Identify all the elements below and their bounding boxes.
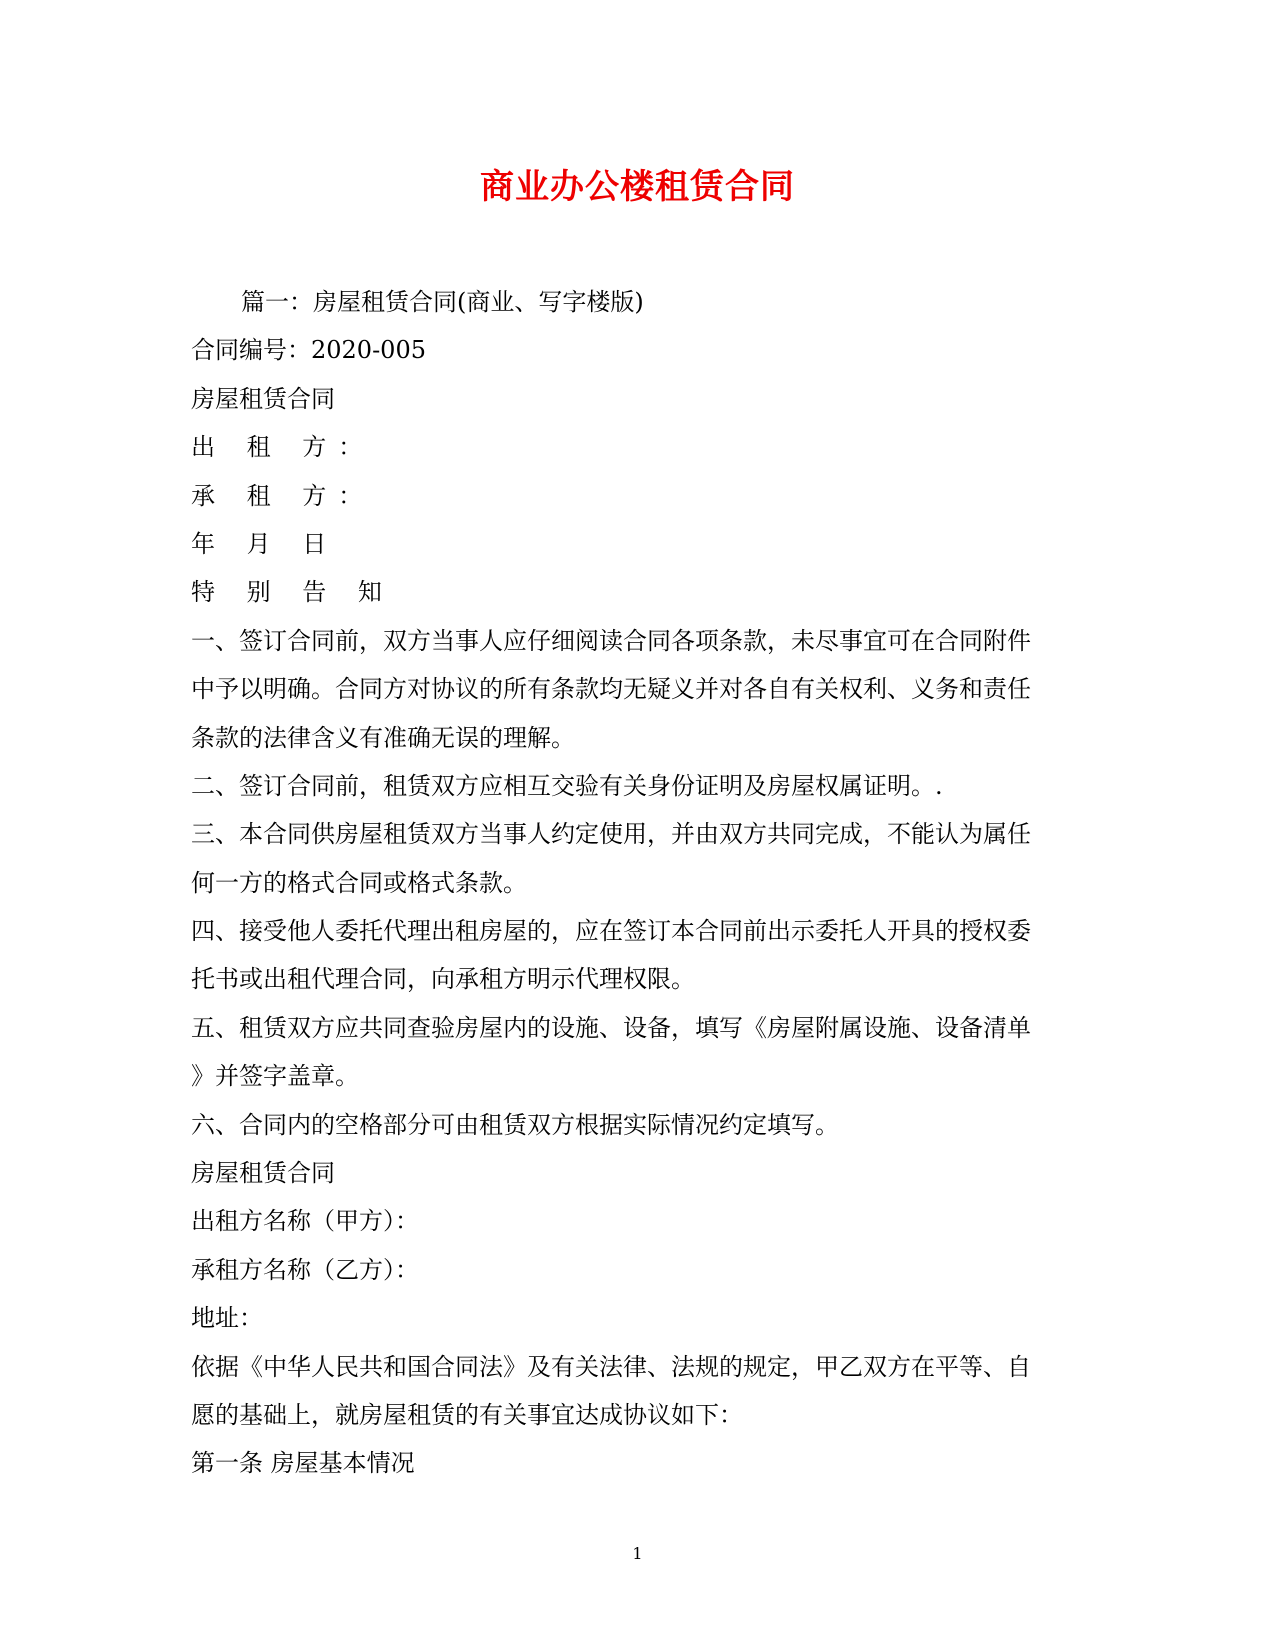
party-a-line: 出租方名称（甲方）： [191,1207,419,1236]
special-notice-heading: 特 别 告 知 [191,578,394,607]
section-heading: 篇一：房屋租赁合同(商业、写字楼版) [241,288,644,316]
page-number: 1 [632,1544,643,1563]
paragraph-line: 》并签字盖章。 [191,1062,359,1091]
paragraph-line: 托书或出租代理合同，向承租方明示代理权限。 [191,965,695,994]
document-title: 商业办公楼租赁合同 [480,167,795,207]
contract-number: 合同编号：2020-005 [191,336,426,365]
contract-name: 房屋租赁合同 [191,1159,335,1188]
paragraph-line: 一、签订合同前，双方当事人应仔细阅读合同各项条款，未尽事宜可在合同附件 [191,626,1031,655]
paragraph-line: 依据《中华人民共和国合同法》及有关法律、法规的规定，甲乙双方在平等、自 [191,1352,1031,1381]
paragraph-line: 六、合同内的空格部分可由租赁双方根据实际情况约定填写。 [191,1110,839,1139]
paragraph-line: 三、本合同供房屋租赁双方当事人约定使用，并由双方共同完成，不能认为属任 [191,820,1031,849]
paragraph-line: 五、租赁双方应共同查验房屋内的设施、设备，填写《房屋附属设施、设备清单 [191,1013,1031,1042]
party-b-line: 承租方名称（乙方）： [191,1255,419,1284]
paragraph-line: 二、签订合同前，租赁双方应相互交验有关身份证明及房屋权属证明。. [191,771,943,800]
paragraph-line: 条款的法律含义有准确无误的理解。 [191,723,575,752]
paragraph-line: 何一方的格式合同或格式条款。 [191,868,527,897]
lessor-line: 出 租 方： [191,433,375,462]
paragraph-line: 愿的基础上，就房屋租赁的有关事宜达成协议如下： [191,1400,743,1429]
date-line: 年 月 日 [191,529,339,558]
paragraph-line: 中予以明确。合同方对协议的所有条款均无疑义并对各自有关权利、义务和责任 [191,675,1031,704]
paragraph-line: 四、接受他人委托代理出租房屋的，应在签订本合同前出示委托人开具的授权委 [191,917,1031,946]
document-body [191,278,1071,1488]
article-heading: 第一条 房屋基本情况 [191,1449,415,1478]
lessee-line: 承 租 方： [191,481,375,510]
address-line: 地址： [191,1304,263,1333]
contract-name: 房屋租赁合同 [191,384,335,413]
